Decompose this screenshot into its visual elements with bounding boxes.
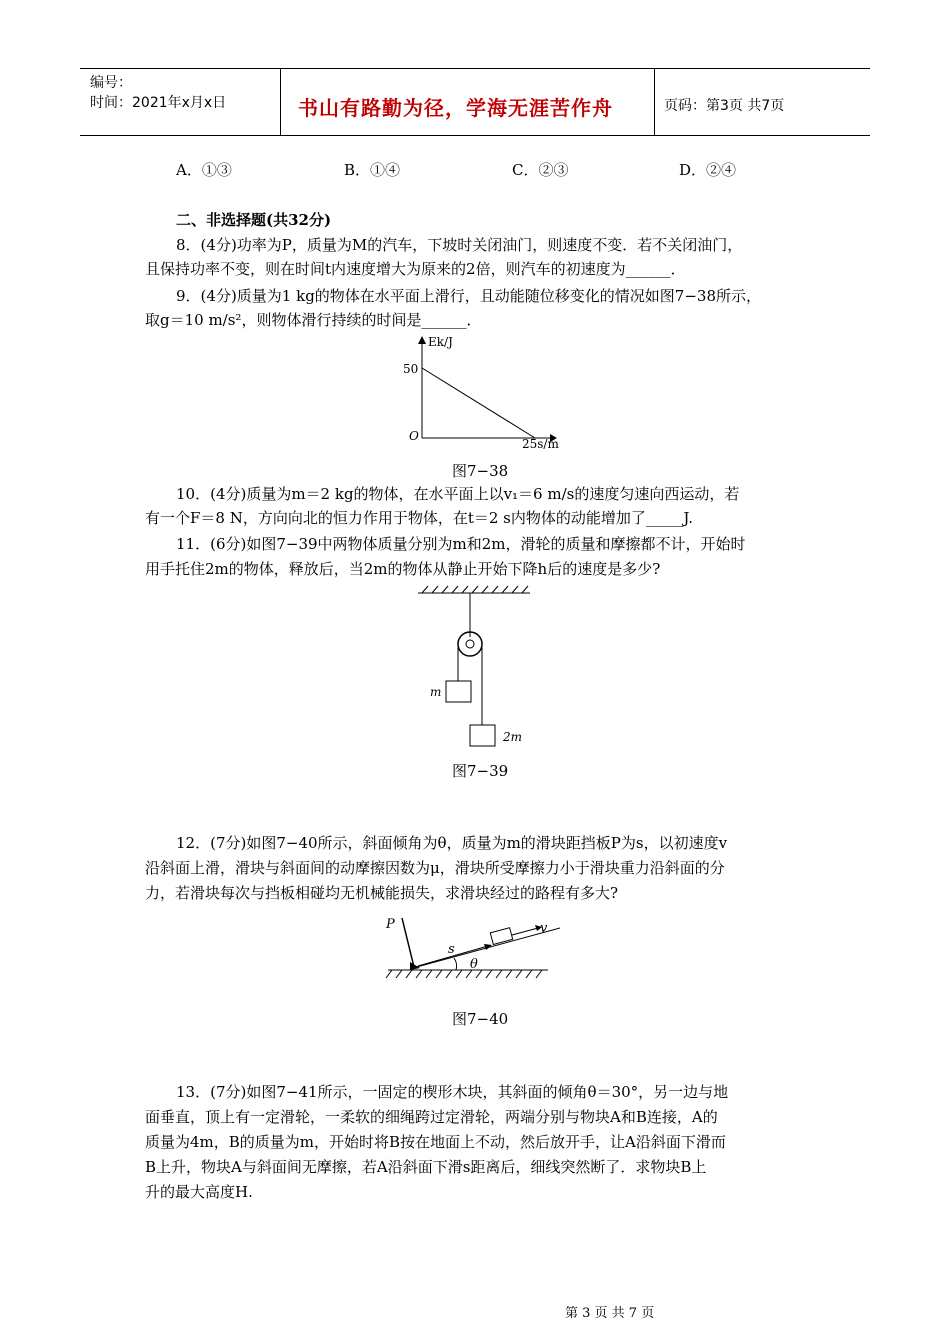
figure-7-40-caption: 图7−40: [452, 1010, 509, 1028]
q13-line-1: 13．(7分)如图7−41所示，一固定的楔形木块，其斜面的倾角θ＝30°，另一边与地: [176, 1083, 729, 1101]
figure-7-39: [410, 585, 540, 753]
q9-line-1: 9．(4分)质量为1 kg的物体在水平面上滑行，且动能随位移变化的情况如图7−38所示，: [176, 287, 761, 305]
page-footer: 第 3 页 共 7 页: [565, 1306, 655, 1321]
q10-line-1: 10．(4分)质量为m＝2 kg的物体，在水平面上以v₁＝6 m/s的速度匀速向西运动，若: [176, 485, 740, 503]
pulley-axle: [466, 640, 474, 648]
barrier-p: [402, 918, 414, 967]
q10-line-2: 有一个F＝8 N，方向向北的恒力作用于物体，在t＝2 s内物体的动能增加了_____J.: [145, 509, 694, 527]
label-m: m: [430, 685, 442, 699]
header-divider-left: [280, 68, 281, 136]
q13-line-4: B上升，物块A与斜面间无摩擦，若A沿斜面下滑s距离后，细线突然断了．求物块B上: [145, 1158, 707, 1176]
q9-line-2: 取g＝10 m/s²，则物体滑行持续的时间是______．: [145, 311, 482, 329]
label-2m: 2m: [503, 730, 523, 744]
label-p: P: [386, 917, 395, 932]
figure-7-39-caption: 图7−39: [452, 762, 509, 780]
ground-hatching: [386, 970, 542, 978]
header-date-label: 时间：2021年x月x日: [90, 95, 227, 111]
angle-arc: [454, 958, 457, 970]
header-divider-right: [654, 68, 655, 136]
velocity-arrow: [512, 928, 538, 935]
label-theta: θ: [470, 957, 478, 972]
label-s: s: [448, 942, 455, 957]
label-v: v: [540, 921, 548, 936]
header-top-rule: [80, 68, 870, 69]
choice-d: D．②④: [679, 161, 737, 179]
origin-label: O: [409, 429, 419, 443]
header-number-label: 编号：: [90, 75, 132, 91]
header-motto: 书山有路勤为径，学海无涯苦作舟: [298, 96, 613, 120]
q13-line-3: 质量为4m，B的质量为m，开始时将B按在地面上不动，然后放开手，让A沿斜面下滑而: [145, 1133, 726, 1151]
y-axis-label: Ek/J: [428, 335, 453, 349]
y-tick-label: 50: [403, 362, 419, 376]
ceiling-hatching: [422, 586, 528, 593]
q13-line-5: 升的最大高度H.: [145, 1183, 253, 1201]
q11-line-2: 用手托住2m的物体，释放后，当2m的物体从静止开始下降h后的速度是多少?: [145, 560, 661, 578]
choice-b: B．①④: [344, 161, 401, 179]
q12-line-1: 12．(7分)如图7−40所示，斜面倾角为θ，质量为m的滑块距挡板P为s，以初速度v: [176, 834, 728, 852]
y-axis-arrow: [418, 336, 426, 344]
choice-c: C．②③: [512, 161, 569, 179]
section-title: 二、非选择题(共32分): [176, 211, 332, 229]
q8-line-2: 且保持功率不变，则在时间t内速度增大为原来的2倍，则汽车的初速度为______．: [145, 260, 686, 278]
figure-7-38-caption: 图7−38: [452, 462, 509, 480]
ek-series-line: [422, 368, 535, 438]
q11-line-1: 11．(6分)如图7−39中两物体质量分别为m和2m，滑轮的质量和摩擦都不计，开始时: [176, 535, 746, 553]
header-page-info: 页码：第3页 共7页: [664, 98, 785, 114]
x-axis-label: 25s/m: [522, 437, 559, 450]
figure-7-40: [380, 908, 560, 988]
header-bottom-rule: [80, 135, 870, 136]
q12-line-3: 力，若滑块每次与挡板相碰均无机械能损失，求滑块经过的路程有多大?: [145, 884, 619, 902]
q12-line-2: 沿斜面上滑，滑块与斜面间的动摩擦因数为μ，滑块所受摩擦力小于滑块重力沿斜面的分: [145, 859, 725, 877]
block-m: [446, 681, 471, 702]
q8-line-1: 8．(4分)功率为P，质量为M的汽车，下坡时关闭油门，则速度不变．若不关闭油门，: [176, 236, 743, 254]
figure-7-38: [395, 330, 570, 450]
block-2m: [470, 725, 495, 746]
q13-line-2: 面垂直，顶上有一定滑轮，一柔软的细绳跨过定滑轮，两端分别与物块A和B连接，A的: [145, 1108, 718, 1126]
choice-a: A．①③: [176, 161, 232, 179]
